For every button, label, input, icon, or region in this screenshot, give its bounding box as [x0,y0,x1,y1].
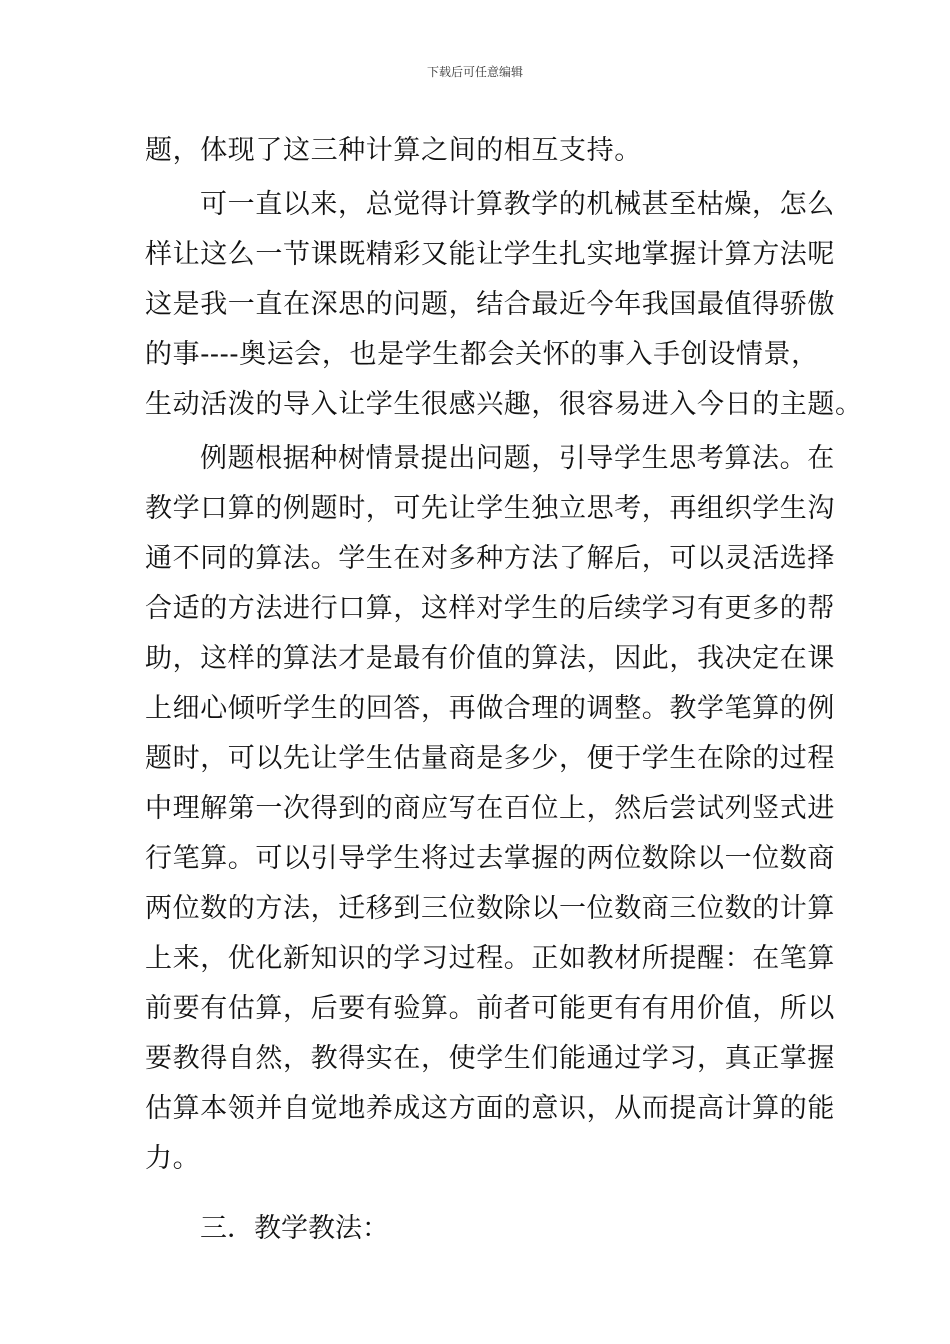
paragraph-line: 合适的方法进行口算，这样对学生的后续学习有更多的帮 [145,593,835,624]
paragraph-line: 生动活泼的导入让学生很感兴趣，很容易进入今日的主题。 [145,389,863,420]
paragraph-line: 力。 [145,1143,201,1174]
paragraph-line: 中理解第一次得到的商应写在百位上，然后尝试列竖式进 [145,793,835,824]
document-body [145,126,863,1254]
paragraph-line: 通不同的算法。学生在对多种方法了解后，可以灵活选择 [145,543,835,574]
paragraph-line: 估算本领并自觉地养成这方面的意识，从而提高计算的能 [145,1093,835,1124]
paragraph-line: 可一直以来，总觉得计算教学的机械甚至枯燥，怎么 [200,189,835,220]
paragraph-line: 题，体现了这三种计算之间的相互支持。 [145,135,642,166]
paragraph-line: 教学口算的例题时，可先让学生独立思考，再组织学生沟 [145,493,835,524]
paragraph-line: 要教得自然，教得实在，使学生们能通过学习，真正掌握 [145,1043,835,1074]
paragraph-line: 行笔算。可以引导学生将过去掌握的两位数除以一位数商 [145,843,835,874]
paragraph-line: 两位数的方法，迁移到三位数除以一位数商三位数的计算 [145,893,835,924]
paragraph-line: 上细心倾听学生的回答，再做合理的调整。教学笔算的例 [145,693,835,724]
paragraph-line: 的事----奥运会，也是学生都会关怀的事入手创设情景， [145,339,819,370]
paragraph-line: 题时，可以先让学生估量商是多少，便于学生在除的过程 [145,743,835,774]
section-heading: 三．教学教法： [200,1213,389,1244]
paragraph-line: 上来，优化新知识的学习过程。正如教材所提醒：在笔算 [145,943,835,974]
paragraph-line: 这是我一直在深思的问题，结合最近今年我国最值得骄傲 [145,289,835,320]
paragraph-line: 前要有估算，后要有验算。前者可能更有有用价值，所以 [145,993,835,1024]
paragraph-line: 样让这么一节课既精彩又能让学生扎实地掌握计算方法呢 [145,239,835,270]
paragraph-line: 例题根据种树情景提出问题，引导学生思考算法。在 [200,443,835,474]
paragraph-line: 助，这样的算法才是最有价值的算法，因此，我决定在课 [145,643,835,674]
page-header: 下载后可任意编辑 [426,65,523,79]
